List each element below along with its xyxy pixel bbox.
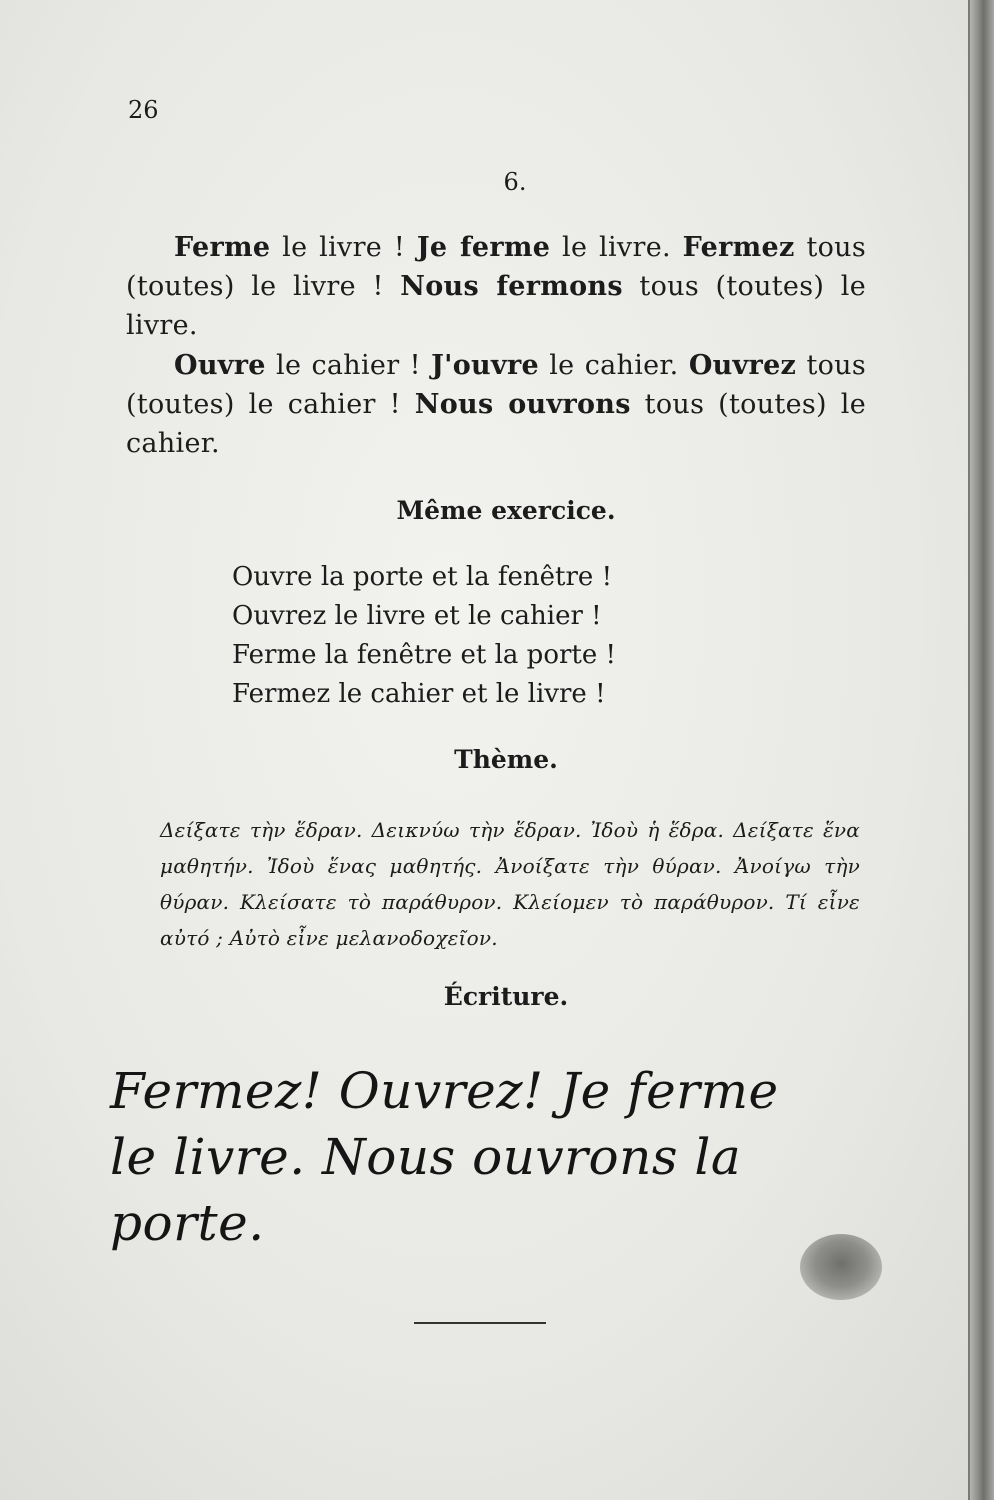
paragraph-ouvre [126, 346, 866, 463]
ferme-bold-phrase: Fermez [682, 232, 795, 263]
ferme-text-run: tous (toutes) le livre ! [126, 232, 866, 302]
handwriting-line-2: le livre. Nous ouvrons la porte. [110, 1128, 742, 1252]
ferme-bold-phrase: Je ferme [416, 232, 551, 263]
handwriting-sample [110, 1058, 880, 1256]
ouvre-bold-phrase: Nous ouvrons [414, 389, 631, 420]
paragraph-ouvre-text [126, 346, 866, 463]
heading-meme-exercice: Même exercice. [396, 496, 616, 525]
ferme-bold-phrase: Nous fermons [400, 271, 623, 302]
heading-ecriture: Écriture. [443, 982, 569, 1011]
end-rule [414, 1322, 546, 1324]
heading-theme: Thème. [454, 745, 558, 774]
ouvre-bold-phrase: Ouvrez [688, 350, 797, 381]
ouvre-text-run: le cahier. [538, 350, 689, 381]
ferme-text-run: tous (toutes) le livre. [126, 271, 866, 341]
ferme-text-run: le livre. [550, 232, 683, 263]
exercise-list [232, 558, 616, 714]
paragraph-ferme [126, 228, 866, 345]
ouvre-bold-phrase: J'ouvre [431, 350, 539, 381]
paragraph-ferme-text [126, 228, 866, 345]
exercise-line: Fermez le cahier et le livre ! [232, 679, 606, 709]
lesson-number: 6. [503, 168, 527, 196]
ferme-text-run: le livre ! [270, 232, 417, 263]
ouvre-text-run: tous (toutes) le cahier. [126, 389, 866, 459]
page-number: 26 [128, 96, 159, 124]
ouvre-text-run: le cahier ! [265, 350, 432, 381]
exercise-line: Ouvrez le livre et le cahier ! [232, 601, 602, 631]
handwriting-line-1: Fermez! Ouvrez! Je ferme [110, 1062, 779, 1120]
exercise-line: Ferme la fenêtre et la porte ! [232, 640, 616, 670]
ferme-bold-phrase: Ferme [174, 232, 271, 263]
greek-translation-text: Δείξατε τὴν ἕδραν. Δεικνύω τὴν ἕδραν. Ἰδοὺ ἡ ἕδρα. Δείξατε ἕνα μαθητήν. Ἰδοὺ ἕνας μαθητής. Ἀνοίξατε τὴν θύραν. Ἀνοίγω τὴν θύραν. Κλείσατε τὸ παράθυρον. Κλείομεν τὸ παράθυρον. Τί εἶνε αὐτό ; Αὐτὸ εἶνε μελανοδοχεῖον. [160, 818, 860, 950]
ouvre-text-run: tous (toutes) le cahier ! [126, 350, 866, 420]
ink-stain [800, 1234, 882, 1300]
ouvre-bold-phrase: Ouvre [174, 350, 266, 381]
exercise-line: Ouvre la porte et la fenêtre ! [232, 562, 613, 592]
